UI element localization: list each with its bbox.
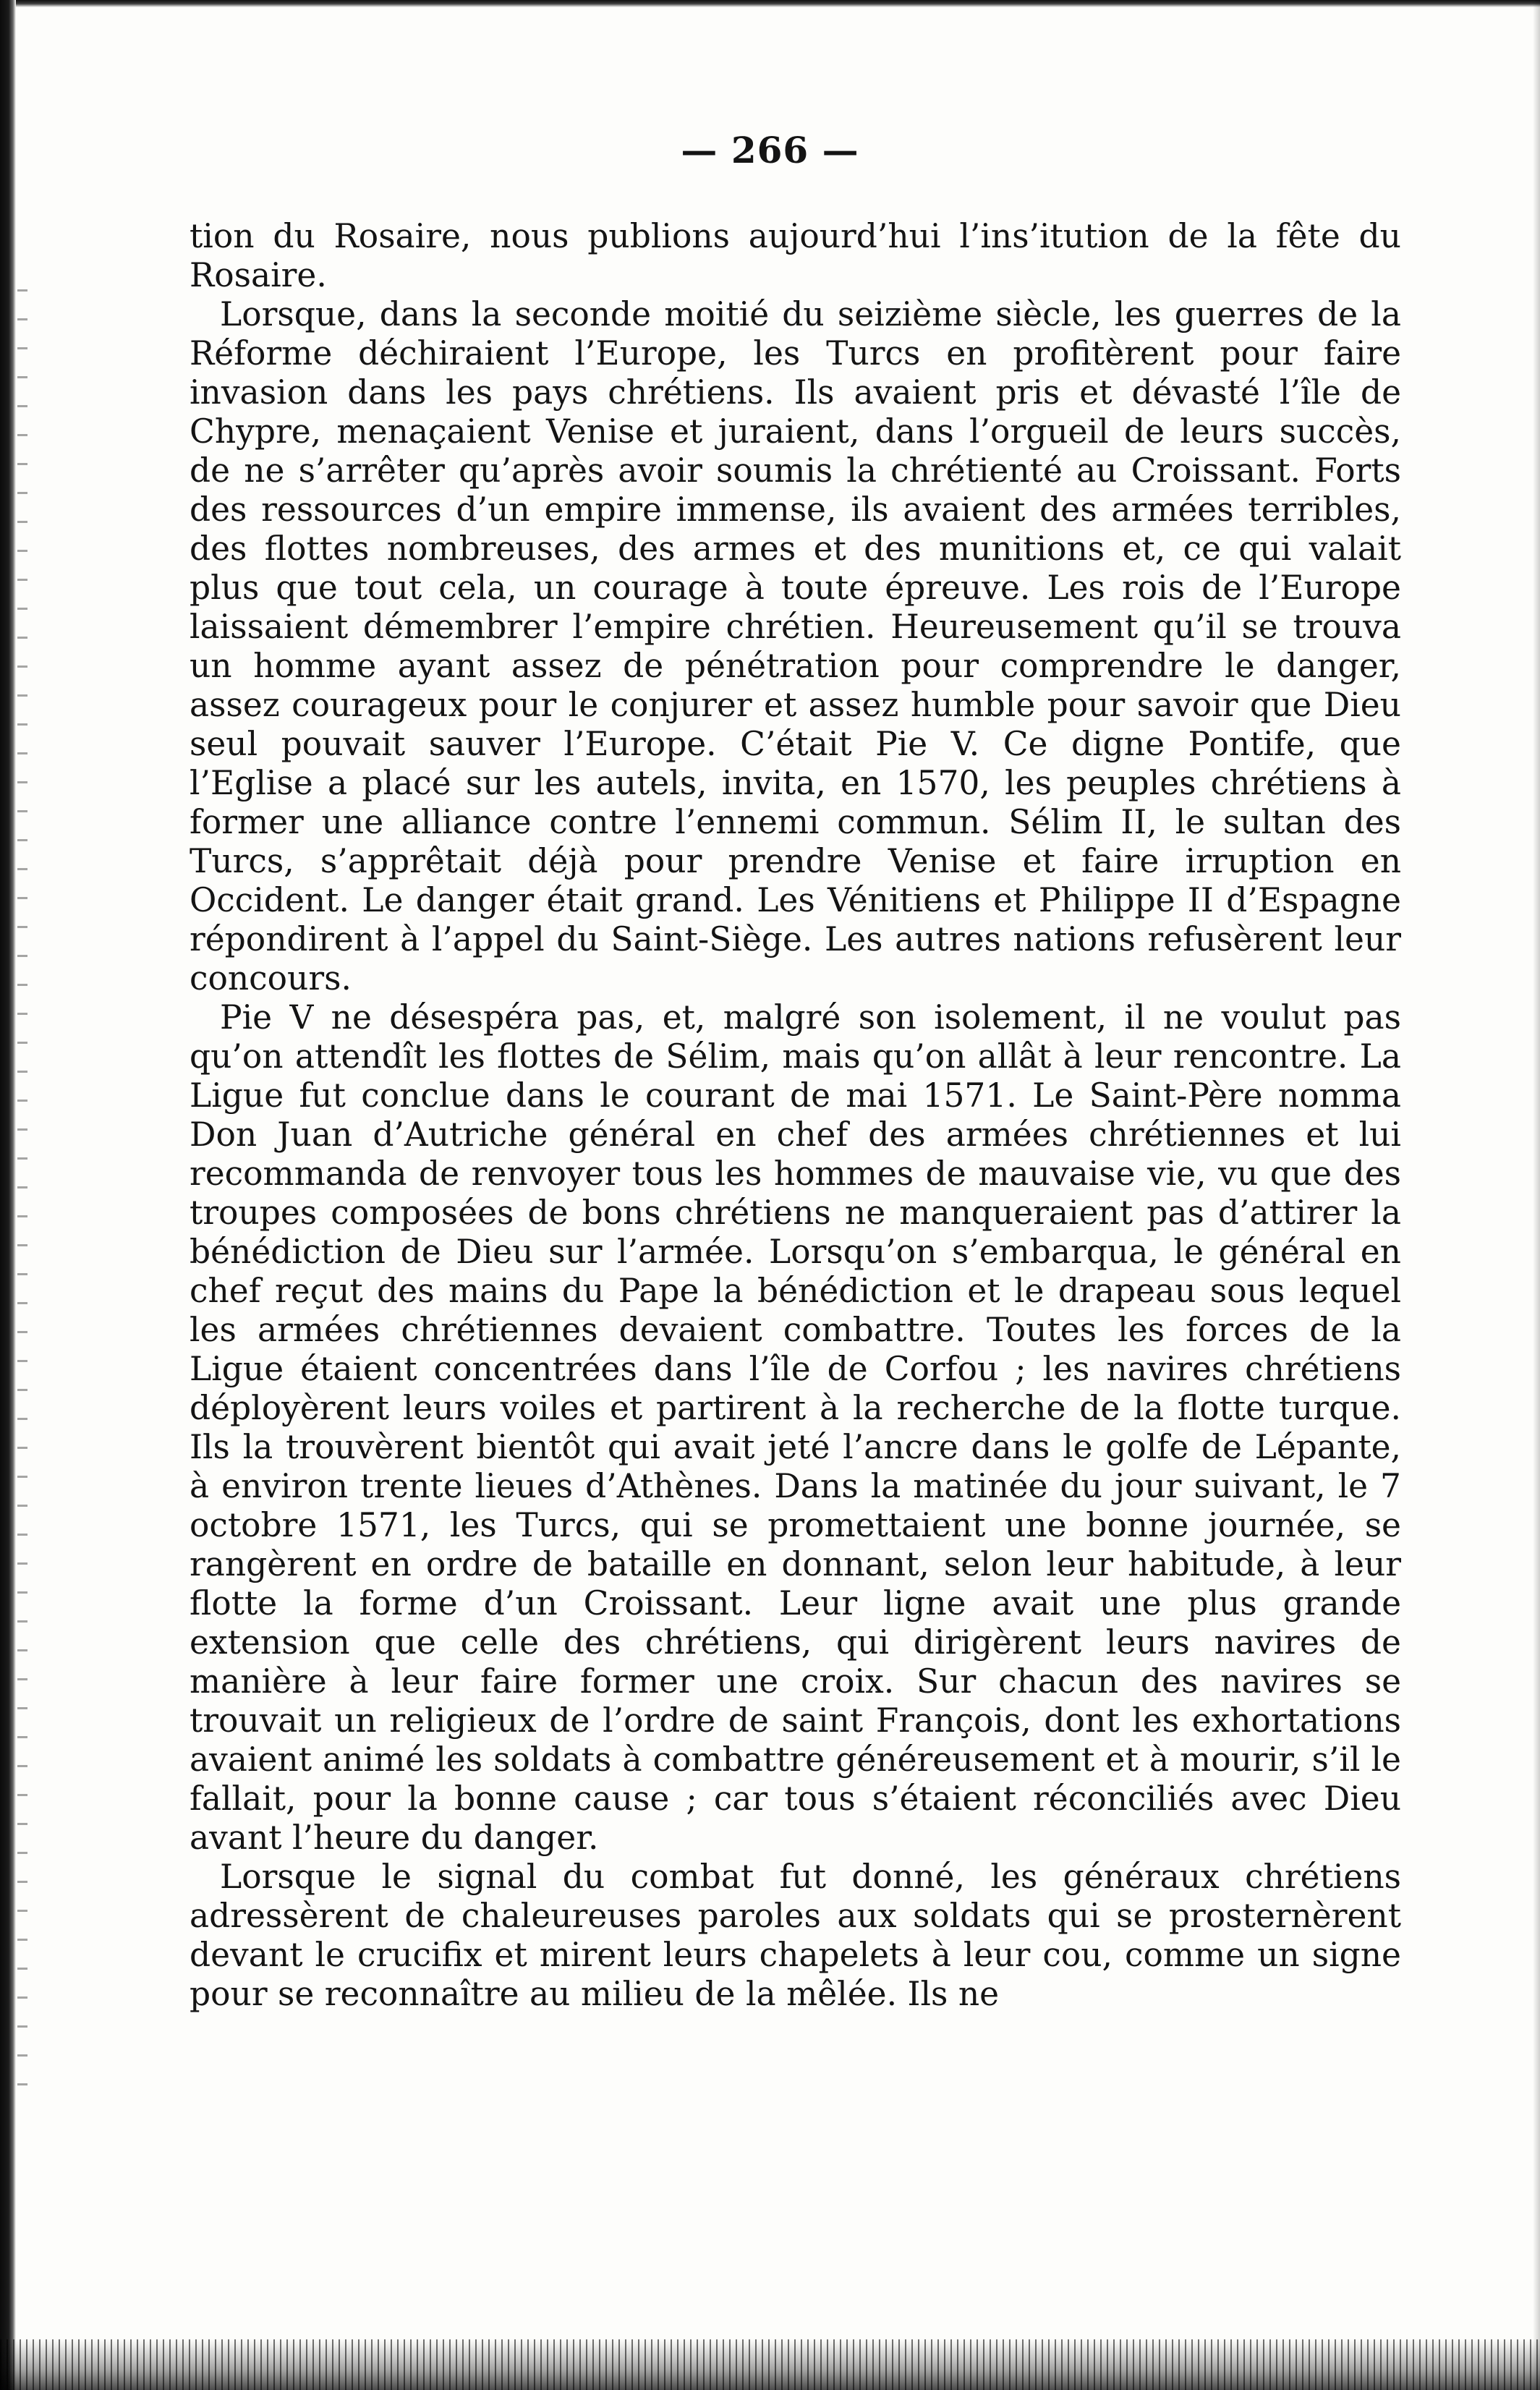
paragraph-2: Lorsque, dans la seconde moitié du seizième siècle, les guerres de la Réforme déchiraient l’Europe, les Turcs en profitèrent pour faire invasion dans les pays chrétiens. Ils avaient pris et dévasté l’île de Chypre, menaçaient Venise et juraient, dans l’orgueil de leurs succès, de ne s’arrêter qu’après avoir soumis la chrétienté au Croissant. Forts des ressources d’un empire immense, ils avaient des armées terribles, des flottes nombreuses, des armes et des munitions et, ce qui valait plus que tout cela, un courage à toute épreuve. Les rois de l’Europe laissaient démembrer l’empire chrétien. Heureusement qu’il se trouva un homme ayant assez de pénétration pour comprendre le danger, assez courageux pour le conjurer et assez humble pour savoir que Dieu seul pouvait sauver l’Europe. C’était Pie V. Ce digne Pontife, que l’Eglise a placé sur les autels, invita, en 1570, les peuples chrétiens à former une alliance contre l’ennemi commun. Sélim II, le sultan des Turcs, s’apprêtait déjà pour prendre Venise et faire irruption en Occident. Le danger était grand. Les Vénitiens et Philippe II d’Espagne répondirent à l’appel du Saint-Siège. Les autres nations refusèrent leur concours. <box>190 295 1401 998</box>
page-edge-bottom <box>0 2339 1540 2390</box>
gutter-marks <box>17 289 27 2098</box>
paragraph-1: tion du Rosaire, nous publions aujourd’hui l’ins’itution de la fête du Rosaire. <box>190 217 1401 294</box>
body-text <box>190 217 1401 2014</box>
paragraph-4: Lorsque le signal du combat fut donné, les généraux chrétiens adressèrent de chaleureuses paroles aux soldats qui se prosternèrent devant le crucifix et mirent leurs chapelets à leur cou, comme un signe pour se reconnaître au milieu de la mêlée. Ils ne <box>190 1858 1401 2013</box>
paragraph-3: Pie V ne désespéra pas, et, malgré son isolement, il ne voulut pas qu’on attendît les flottes de Sélim, mais qu’on allât à leur rencontre. La Ligue fut conclue dans le courant de mai 1571. Le Saint-Père nomma Don Juan d’Autriche général en chef des armées chrétiennes et lui recommanda de renvoyer tous les hommes de mauvaise vie, vu que des troupes composées de bons chrétiens ne manqueraient pas d’attirer la bénédiction de Dieu sur l’armée. Lorsqu’on s’embarqua, le général en chef reçut des mains du Pape la bénédiction et le drapeau sous lequel les armées chrétiennes devaient combattre. Toutes les forces de la Ligue étaient concentrées dans l’île de Corfou ; les navires chrétiens déployèrent leurs voiles et partirent à la recherche de la flotte turque. Ils la trouvèrent bientôt qui avait jeté l’ancre dans le golfe de Lépante, à environ trente lieues d’Athènes. Dans la matinée du jour suivant, le 7 octobre 1571, les Turcs, qui se promettaient une bonne journée, se rangèrent en ordre de bataille en donnant, selon leur habitude, à leur flotte la forme d’un Croissant. Leur ligne avait une plus grande extension que celle des chrétiens, qui dirigèrent leurs navires de manière à leur faire former une croix. Sur chacun des navires se trouvait un religieux de l’ordre de saint François, dont les exhortations avaient animé les soldats à combattre généreusement et à mourir, s’il le fallait, pour la bonne cause ; car tous s’étaient réconciliés avec Dieu avant l’heure du danger. <box>190 998 1401 1857</box>
page-edge-left <box>0 0 16 2390</box>
page-number: — 266 — <box>681 129 859 171</box>
page-edge-right <box>1533 0 1540 2390</box>
page-edge-top <box>16 0 1540 7</box>
